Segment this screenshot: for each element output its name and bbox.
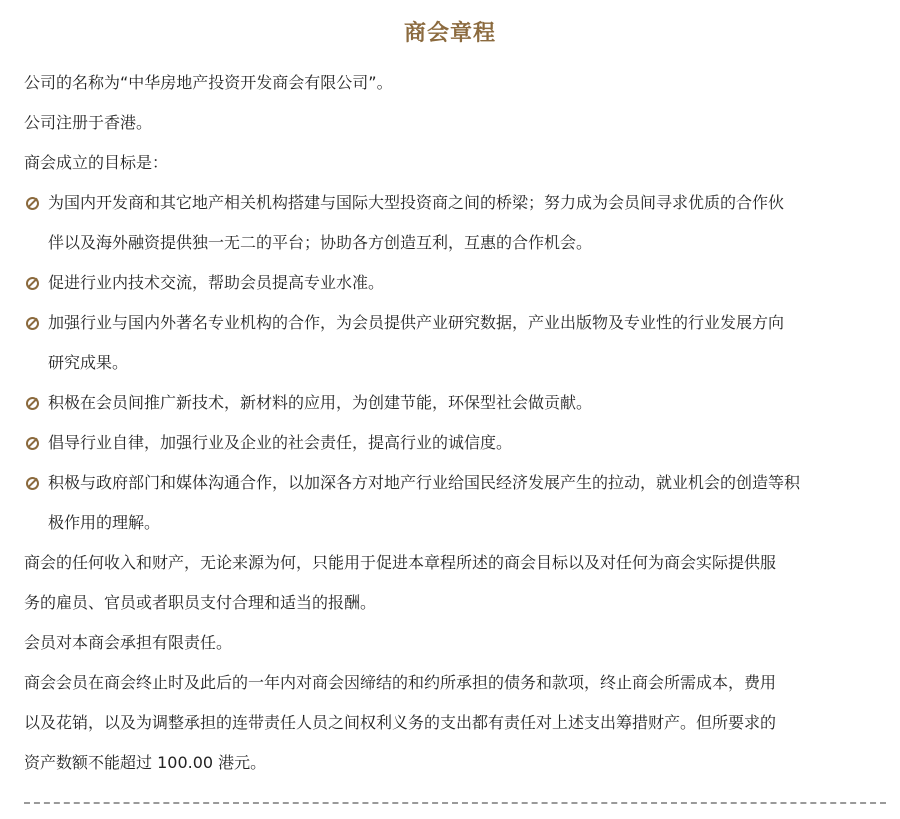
list-item-line: 加强行业与国内外著名专业机构的合作，为会员提供产业研究数据，产业出版物及专业性的行业发展方向: [48, 313, 785, 332]
bullet-circle-icon: [26, 397, 39, 410]
income-paragraph-line: 商会的任何收入和财产，无论来源为何，只能用于促进本章程所述的商会目标以及对任何为商会实际提供服: [24, 553, 777, 572]
list-item: [24, 183, 884, 263]
termination-paragraph-line: 商会会员在商会终止时及此后的一年内对商会因缔结的和约所承担的债务和款项，终止商会所需成本，费用: [24, 673, 777, 692]
termination-paragraph-line: 资产数额不能超过 100.00 港元。: [24, 753, 267, 772]
list-item: [24, 463, 884, 543]
bullet-circle-icon: [26, 197, 39, 210]
list-item-line: 伴以及海外融资提供独一无二的平台；协助各方创造互利，互惠的合作机会。: [48, 233, 593, 252]
list-item-line: 积极在会员间推广新技术，新材料的应用，为创建节能，环保型社会做贡献。: [48, 393, 593, 412]
charter-content: [24, 63, 884, 783]
income-paragraph-line: 务的雇员、官员或者职员支付合理和适当的报酬。: [24, 593, 377, 612]
list-item: [24, 423, 884, 463]
objectives-intro: 商会成立的目标是：: [24, 153, 169, 172]
list-item-line: 促进行业内技术交流，帮助会员提高专业水准。: [48, 273, 385, 292]
dashed-divider: [24, 802, 886, 804]
list-item-line: 积极与政府部门和媒体沟通合作，以加深各方对地产行业给国民经济发展产生的拉动，就业机会的创造等积: [48, 473, 801, 492]
bullet-circle-icon: [26, 477, 39, 490]
bullet-circle-icon: [26, 277, 39, 290]
list-item-line: 倡导行业自律，加强行业及企业的社会责任，提高行业的诚信度。: [48, 433, 513, 452]
page-title: 商会章程: [403, 21, 496, 46]
bullet-circle-icon: [26, 317, 39, 330]
termination-paragraph-line: 以及花销，以及为调整承担的连带责任人员之间权利义务的支出都有责任对上述支出筹措财产。但所要求的: [24, 713, 777, 732]
list-item-line: 研究成果。: [48, 353, 129, 372]
liability-paragraph: 会员对本商会承担有限责任。: [24, 633, 233, 652]
list-item: [24, 383, 884, 423]
list-item-line: 极作用的理解。: [48, 513, 161, 532]
bullet-circle-icon: [26, 437, 39, 450]
registration-paragraph: 公司注册于香港。: [24, 113, 153, 132]
list-item: [24, 303, 884, 383]
company-name-paragraph: 公司的名称为“中华房地产投资开发商会有限公司”。: [24, 73, 393, 92]
list-item-line: 为国内开发商和其它地产相关机构搭建与国际大型投资商之间的桥梁；努力成为会员间寻求优质的合作伙: [48, 193, 785, 212]
objectives-list: [24, 183, 884, 543]
list-item: [24, 263, 884, 303]
